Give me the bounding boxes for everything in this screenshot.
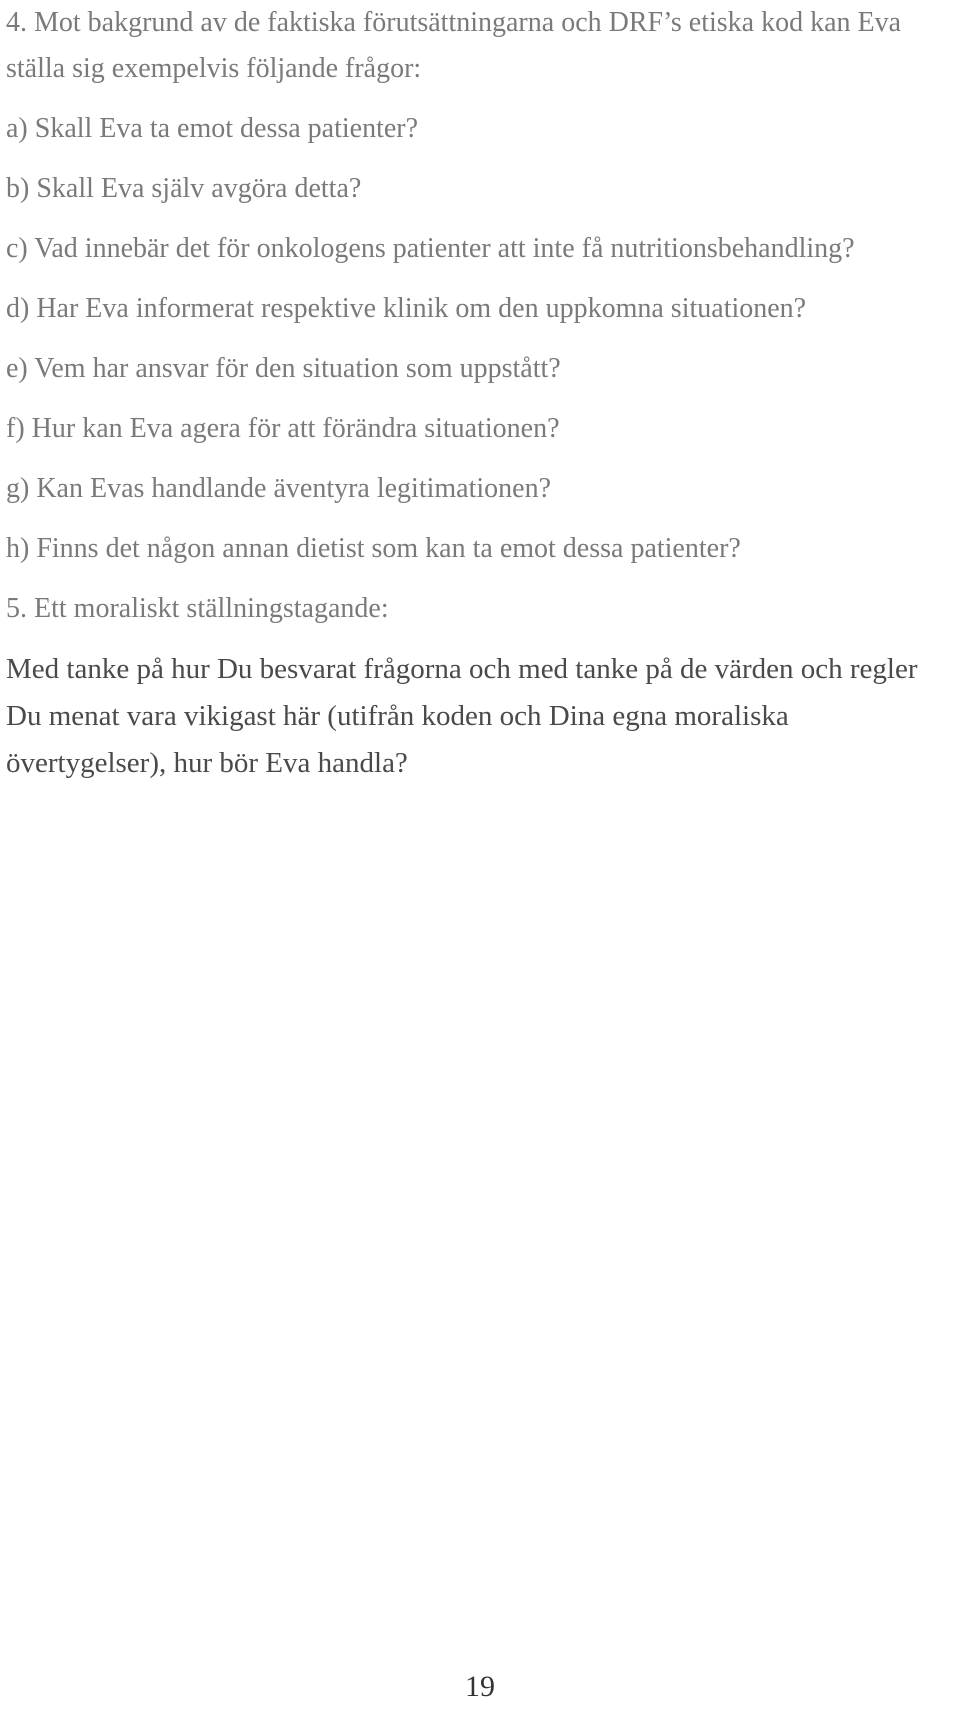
question-d: d) Har Eva informerat respektive klinik om den uppkomna situationen? xyxy=(6,293,807,324)
section-5-body: Med tanke på hur Du besvarat frågorna och med tanke på de värden och regler Du menat vara vikigast här (utifrån koden och Dina egna moraliska övertygelser), hur bör Eva handla? xyxy=(6,653,918,779)
question-b: b) Skall Eva själv avgöra detta? xyxy=(6,173,362,204)
question-a: a) Skall Eva ta emot dessa patienter? xyxy=(6,113,419,144)
question-h: h) Finns det någon annan dietist som kan ta emot dessa patienter? xyxy=(6,533,741,564)
page-content xyxy=(6,0,956,787)
section-5-heading: 5. Ett moraliskt ställningstagande: xyxy=(6,593,389,624)
question-f: f) Hur kan Eva agera för att förändra situationen? xyxy=(6,413,560,444)
question-e: e) Vem har ansvar för den situation som uppstått? xyxy=(6,353,561,384)
question-c: c) Vad innebär det för onkologens patienter att inte få nutritionsbehandling? xyxy=(6,233,855,264)
page-number: 19 xyxy=(465,1670,495,1703)
section-4-intro: 4. Mot bakgrund av de faktiska förutsättningarna och DRF’s etiska kod kan Eva ställa sig exempelvis följande frågor: xyxy=(6,7,902,84)
question-g: g) Kan Evas handlande äventyra legitimationen? xyxy=(6,473,552,504)
